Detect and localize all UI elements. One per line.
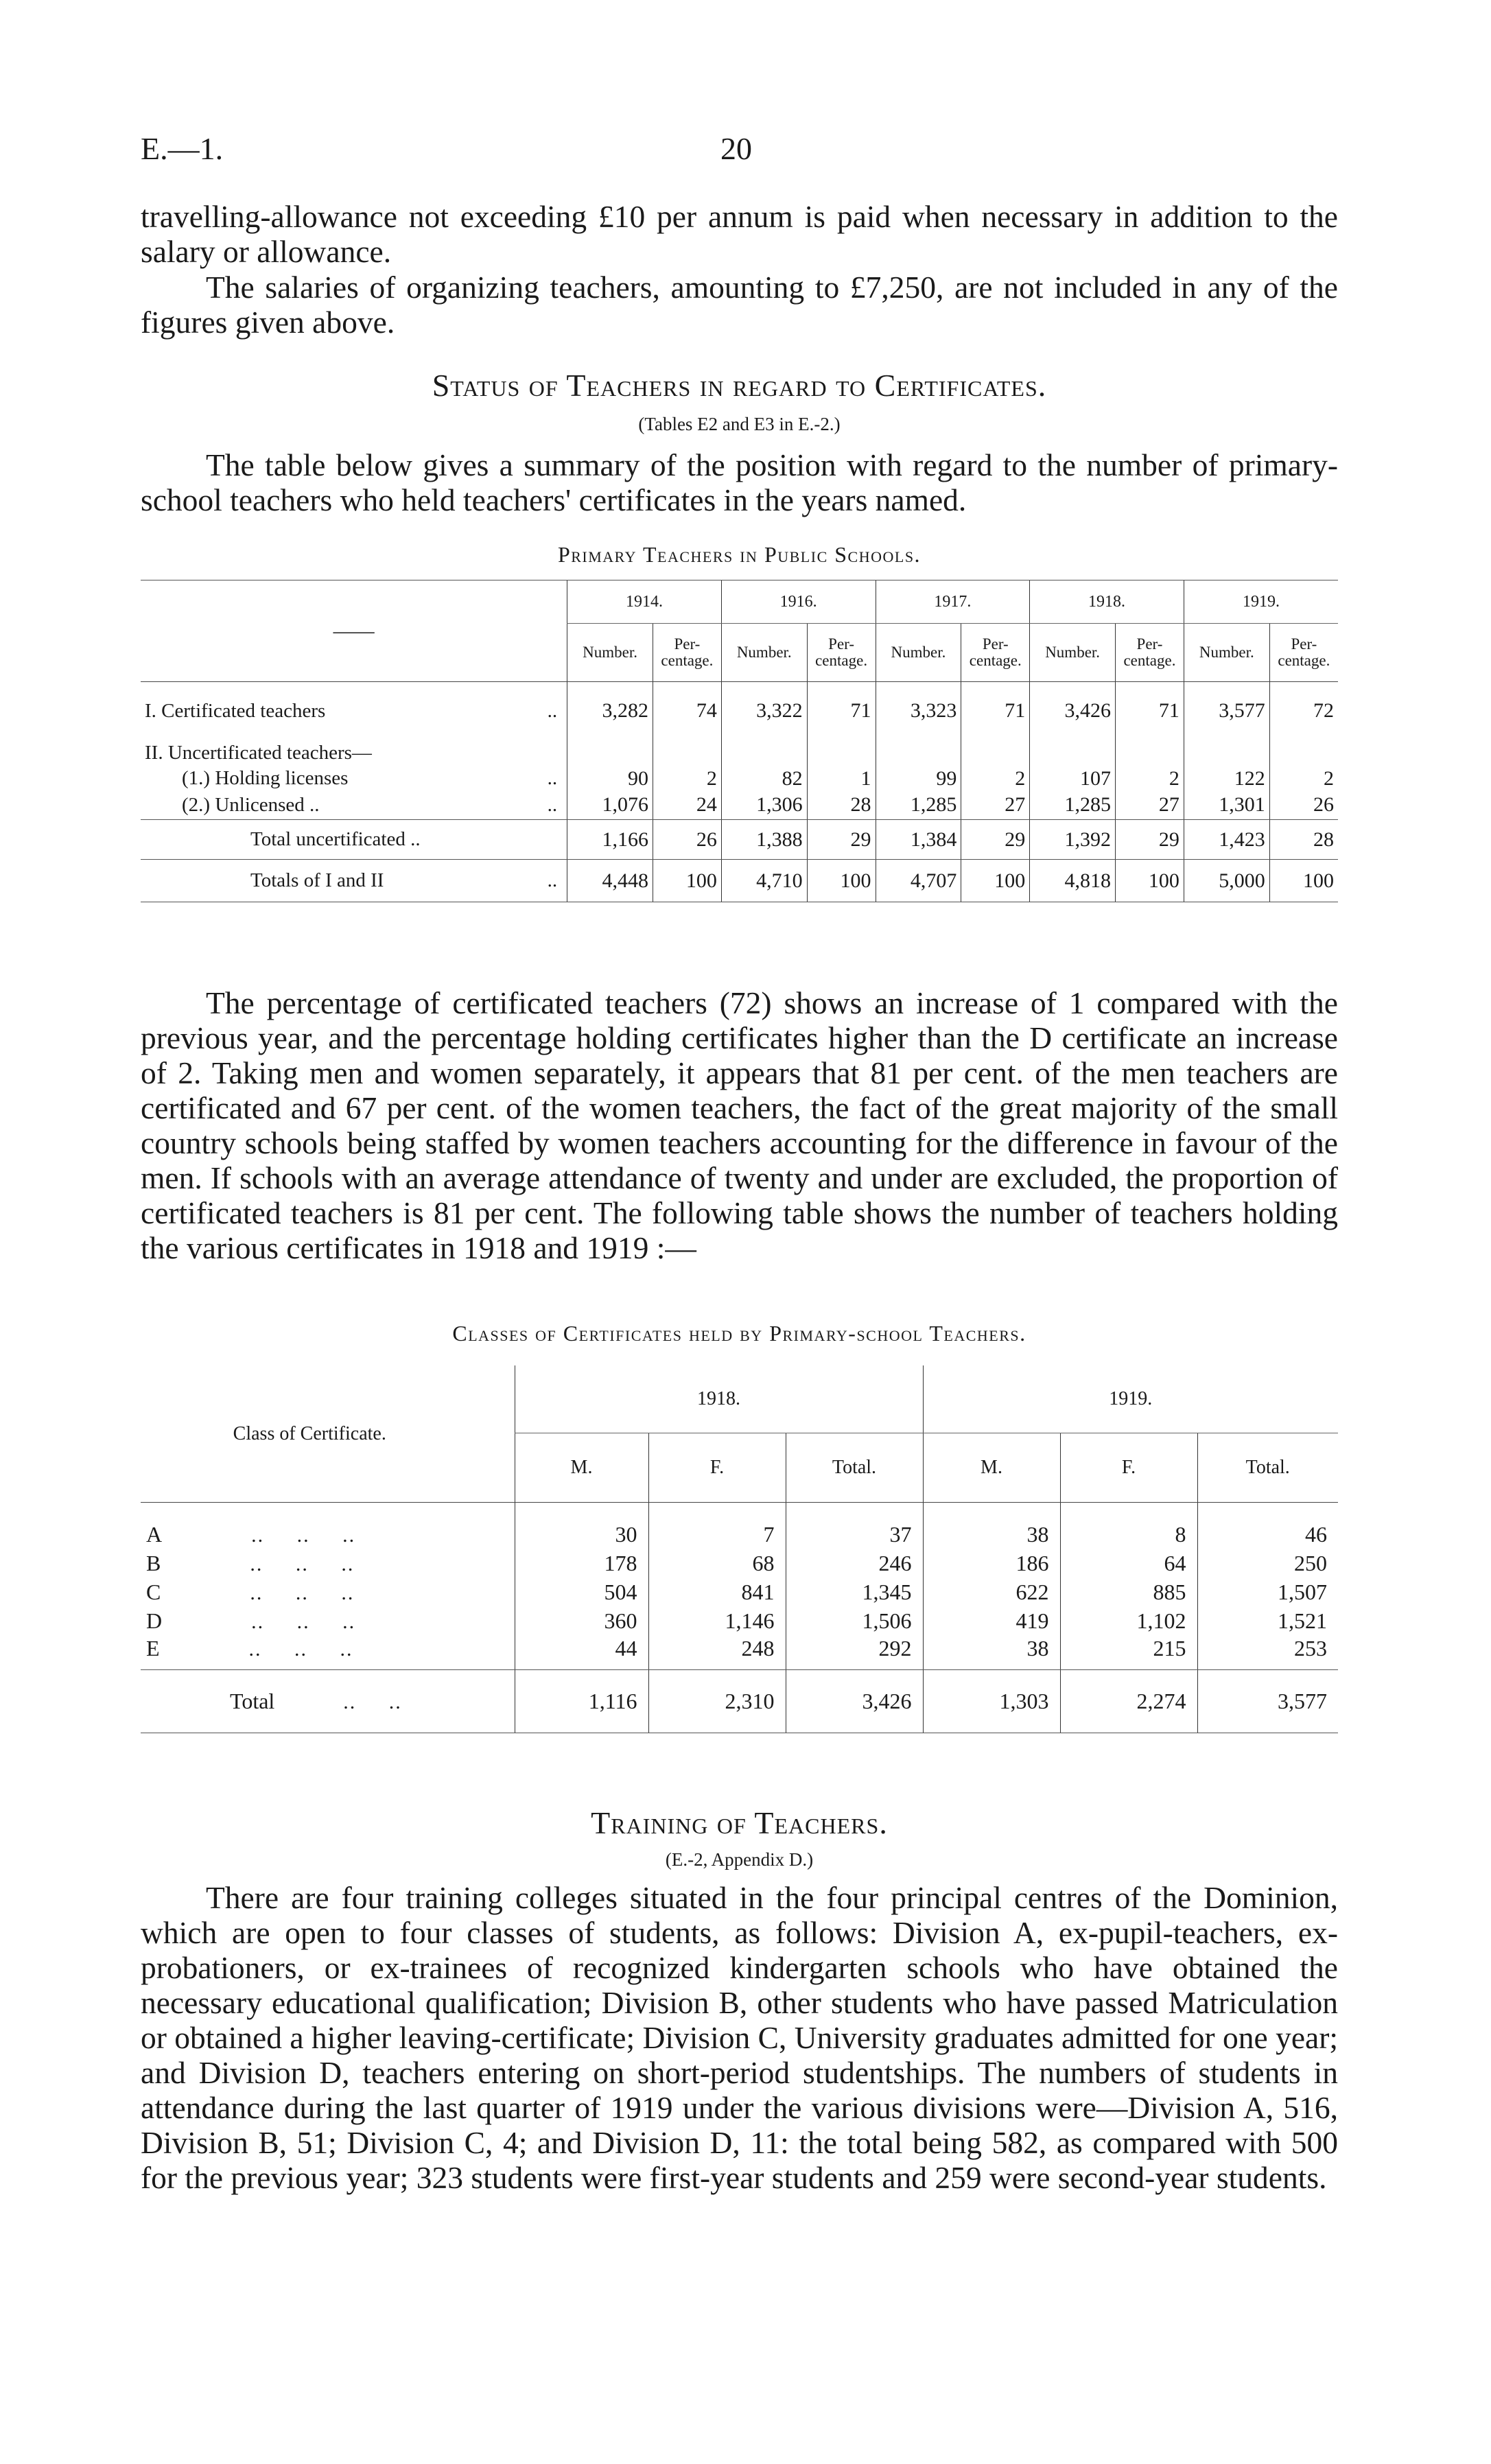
table-cell: 99 bbox=[876, 766, 961, 791]
table-cell: 1 bbox=[807, 766, 876, 791]
training-section-heading: Training of Teachers. bbox=[591, 1805, 888, 1840]
table-cell: 27 bbox=[1116, 791, 1184, 820]
male-column-header: M. bbox=[515, 1433, 648, 1503]
table-cell: 1,285 bbox=[876, 791, 961, 820]
table-cell: 64 bbox=[1060, 1549, 1197, 1578]
table1-year-header: 1914. bbox=[567, 580, 722, 624]
table-cell: 46 bbox=[1197, 1521, 1338, 1549]
leader-dots: .. bbox=[547, 767, 558, 789]
table-cell: 68 bbox=[648, 1549, 786, 1578]
table-cell: 1,146 bbox=[648, 1607, 786, 1636]
table-row-totals bbox=[141, 860, 1338, 902]
page-number: 20 bbox=[720, 131, 752, 166]
class-label: D .. .. .. bbox=[146, 1608, 356, 1633]
table-cell: 178 bbox=[515, 1549, 648, 1578]
table-row-total-uncertificated bbox=[141, 820, 1338, 860]
table-cell: 28 bbox=[807, 791, 876, 820]
table-cell: 1,076 bbox=[567, 791, 653, 820]
table-cell: 107 bbox=[1030, 766, 1116, 791]
status-section-paragraph: The table below gives a summary of the position with regard to the number of primary-school teachers who held teachers' certificates in the years named. bbox=[141, 447, 1338, 517]
percentage-column-header: Per- centage. bbox=[1269, 624, 1338, 682]
table-row-unlicensed bbox=[141, 791, 1338, 820]
table-cell: 2 bbox=[1116, 766, 1184, 791]
table-cell: 5,000 bbox=[1184, 860, 1269, 902]
percentage-column-header: Per- centage. bbox=[807, 624, 876, 682]
table-cell: 3,323 bbox=[876, 682, 961, 740]
table1-caption: Primary Teachers in Public Schools. bbox=[557, 542, 921, 567]
table-cell: 4,448 bbox=[567, 860, 653, 902]
table-cell: 292 bbox=[786, 1636, 923, 1670]
table-cell: 29 bbox=[961, 820, 1030, 860]
row-label: (1.) Holding licenses bbox=[182, 767, 349, 789]
table-cell: 38 bbox=[923, 1636, 1060, 1670]
class-label: A .. .. .. bbox=[146, 1522, 356, 1547]
table-cell: 1,521 bbox=[1197, 1607, 1338, 1636]
table-cell: 3,322 bbox=[721, 682, 807, 740]
status-section-heading: Status of Teachers in regard to Certificates. bbox=[432, 368, 1047, 403]
table-cell: 3,426 bbox=[786, 1670, 923, 1733]
percentage-column-header: Per- centage. bbox=[653, 624, 721, 682]
table-cell: 82 bbox=[721, 766, 807, 791]
table-cell: 44 bbox=[515, 1636, 648, 1670]
total-column-header: Total. bbox=[786, 1433, 923, 1503]
table-cell: 1,392 bbox=[1030, 820, 1116, 860]
table-row-uncertificated-heading bbox=[141, 740, 1338, 766]
table-cell: 26 bbox=[653, 820, 721, 860]
table-row-total bbox=[141, 1670, 1338, 1733]
primary-teachers-table bbox=[141, 580, 1338, 902]
percentage-column-header: Per- centage. bbox=[961, 624, 1030, 682]
table-cell: 100 bbox=[807, 860, 876, 902]
table-row-class-c bbox=[141, 1578, 1338, 1607]
row-label: I. Certificated teachers bbox=[145, 699, 326, 722]
table-cell: 7 bbox=[648, 1521, 786, 1549]
class-label: B .. .. .. bbox=[146, 1551, 355, 1575]
leader-dots: .. bbox=[441, 791, 567, 820]
table-cell: 29 bbox=[1116, 820, 1184, 860]
table-cell: 100 bbox=[1116, 860, 1184, 902]
table-cell: 246 bbox=[786, 1549, 923, 1578]
table-cell: 2 bbox=[1269, 766, 1338, 791]
table1-year-header: 1917. bbox=[876, 580, 1030, 624]
table-cell: 90 bbox=[567, 766, 653, 791]
class-label: E .. .. .. bbox=[141, 1636, 515, 1670]
table-cell: 3,577 bbox=[1197, 1670, 1338, 1733]
table-cell: 28 bbox=[1269, 820, 1338, 860]
table-cell: 1,301 bbox=[1184, 791, 1269, 820]
total-row-label: Total .. .. bbox=[141, 1670, 515, 1733]
table-cell: 4,710 bbox=[721, 860, 807, 902]
table-row-class-e bbox=[141, 1636, 1338, 1670]
table-cell: 1,116 bbox=[515, 1670, 648, 1733]
status-section-subheading: (Tables E2 and E3 in E.-2.) bbox=[638, 414, 841, 434]
class-of-certificate-header: Class of Certificate. bbox=[141, 1365, 515, 1503]
table-cell: 1,388 bbox=[721, 820, 807, 860]
table-cell: 3,577 bbox=[1184, 682, 1269, 740]
table1-year-header: 1918. bbox=[1030, 580, 1184, 624]
row-label: Total uncertificated .. bbox=[141, 820, 567, 860]
table-cell: 100 bbox=[653, 860, 721, 902]
table-cell: 1,303 bbox=[923, 1670, 1060, 1733]
table2-caption: Classes of Certificates held by Primary-school Teachers. bbox=[452, 1321, 1026, 1346]
table-cell: 186 bbox=[923, 1549, 1060, 1578]
table-cell: 24 bbox=[653, 791, 721, 820]
female-column-header: F. bbox=[648, 1433, 786, 1503]
table-cell: 1,423 bbox=[1184, 820, 1269, 860]
number-column-header: Number. bbox=[1030, 624, 1116, 682]
table-cell: 27 bbox=[961, 791, 1030, 820]
table2-year-header: 1918. bbox=[515, 1365, 923, 1433]
table-cell: 3,426 bbox=[1030, 682, 1116, 740]
table-cell: 360 bbox=[515, 1607, 648, 1636]
table-cell: 1,345 bbox=[786, 1578, 923, 1607]
certificate-classes-table bbox=[141, 1365, 1338, 1733]
female-column-header: F. bbox=[1060, 1433, 1197, 1503]
table-cell: 1,102 bbox=[1060, 1607, 1197, 1636]
row-label: II. Uncertificated teachers— bbox=[145, 742, 372, 764]
table-cell: 622 bbox=[923, 1578, 1060, 1607]
table-cell: 248 bbox=[648, 1636, 786, 1670]
table-row-certificated bbox=[141, 682, 1338, 740]
row-label: (2.) Unlicensed .. bbox=[141, 791, 441, 820]
class-label: C .. .. .. bbox=[146, 1580, 355, 1604]
table-cell: 253 bbox=[1197, 1636, 1338, 1670]
table-row-class-a bbox=[141, 1521, 1338, 1549]
table-cell: 215 bbox=[1060, 1636, 1197, 1670]
number-column-header: Number. bbox=[876, 624, 961, 682]
table-cell: 72 bbox=[1269, 682, 1338, 740]
table-cell: 250 bbox=[1197, 1549, 1338, 1578]
number-column-header: Number. bbox=[567, 624, 653, 682]
table1-year-header: 1916. bbox=[721, 580, 876, 624]
number-column-header: Number. bbox=[721, 624, 807, 682]
table-cell: 4,707 bbox=[876, 860, 961, 902]
table-cell: 2,310 bbox=[648, 1670, 786, 1733]
table1-year-header: 1919. bbox=[1184, 580, 1338, 624]
table-row-holding-licenses bbox=[141, 766, 1338, 791]
number-column-header: Number. bbox=[1184, 624, 1269, 682]
table-cell: 71 bbox=[961, 682, 1030, 740]
table-cell: 504 bbox=[515, 1578, 648, 1607]
table-cell: 1,285 bbox=[1030, 791, 1116, 820]
training-section-paragraph: There are four training colleges situated in the four principal centres of the Dominion, which are open to four classes of students, as follows: Division A, ex-pupil-teachers, ex-probationers, or ex-trainees of recognized kindergarten schools who have obtained the necessary educational qualification; Division B, other students who have passed Matriculation or obtained a higher leaving-certificate; Division C, University graduates admitted for one year; and Division D, teachers entering on short-period studentships. The numbers of students in attendance during the last quarter of 1919 under the various divisions were—Division A, 516, Division B, 51; Division C, 4; and Division D, 11: the total being 582, as compared with 500 for the previous year; 323 students were first-year students and 259 were second-year students. bbox=[141, 1880, 1338, 2195]
table-cell: 3,282 bbox=[567, 682, 653, 740]
table-cell: 37 bbox=[786, 1521, 923, 1549]
training-section-subheading: (E.-2, Appendix D.) bbox=[665, 1849, 814, 1870]
table-cell: 26 bbox=[1269, 791, 1338, 820]
intro-paragraph-salaries: The salaries of organizing teachers, amounting to £7,250, are not included in any of the figures given above. bbox=[141, 270, 1338, 340]
table2-year-header: 1919. bbox=[923, 1365, 1338, 1433]
table-cell: 1,506 bbox=[786, 1607, 923, 1636]
table-cell: 1,166 bbox=[567, 820, 653, 860]
intro-paragraph-continued: travelling-allowance not exceeding £10 per annum is paid when necessary in addition to the salary or allowance. bbox=[141, 199, 1338, 269]
table-cell: 2,274 bbox=[1060, 1670, 1197, 1733]
total-column-header: Total. bbox=[1197, 1433, 1338, 1503]
male-column-header: M. bbox=[923, 1433, 1060, 1503]
table-cell: 1,306 bbox=[721, 791, 807, 820]
table-cell: 2 bbox=[653, 766, 721, 791]
table-cell: 71 bbox=[1116, 682, 1184, 740]
table-row-class-d bbox=[141, 1607, 1338, 1636]
table-cell: 122 bbox=[1184, 766, 1269, 791]
certificated-analysis-paragraph: The percentage of certificated teachers (72) shows an increase of 1 compared with the previous year, and the percentage holding certificates higher than the D certificate an increase of 2. Taking men and women separately, it appears that 81 per cent. of the men teachers are certificated and 67 per cent. of the women teachers, the fact of the great majority of the small country schools being staffed by women teachers accounting for the difference in favour of the men. If schools with an average attendance of twenty and under are excluded, the proportion of certificated teachers is 81 per cent. The following table shows the number of teachers holding the various certificates in 1918 and 1919 :— bbox=[141, 985, 1338, 1265]
table-cell: 8 bbox=[1060, 1521, 1197, 1549]
leader-dots: .. bbox=[441, 860, 567, 902]
table-cell: 74 bbox=[653, 682, 721, 740]
table-cell: 38 bbox=[923, 1521, 1060, 1549]
table-cell: 1,507 bbox=[1197, 1578, 1338, 1607]
table-cell: 29 bbox=[807, 820, 876, 860]
document-reference: E.—1. bbox=[141, 131, 224, 166]
leader-dots: .. bbox=[547, 699, 558, 722]
table-cell: 100 bbox=[1269, 860, 1338, 902]
table1-corner: —— bbox=[141, 580, 567, 682]
table-cell: 841 bbox=[648, 1578, 786, 1607]
percentage-column-header: Per- centage. bbox=[1116, 624, 1184, 682]
table-cell: 71 bbox=[807, 682, 876, 740]
table-cell: 2 bbox=[961, 766, 1030, 791]
table-cell: 100 bbox=[961, 860, 1030, 902]
table-cell: 4,818 bbox=[1030, 860, 1116, 902]
table-cell: 1,384 bbox=[876, 820, 961, 860]
table-cell: 30 bbox=[515, 1521, 648, 1549]
table-cell: 885 bbox=[1060, 1578, 1197, 1607]
table-cell: 419 bbox=[923, 1607, 1060, 1636]
row-label: Totals of I and II bbox=[141, 860, 441, 902]
table-row-class-b bbox=[141, 1549, 1338, 1578]
